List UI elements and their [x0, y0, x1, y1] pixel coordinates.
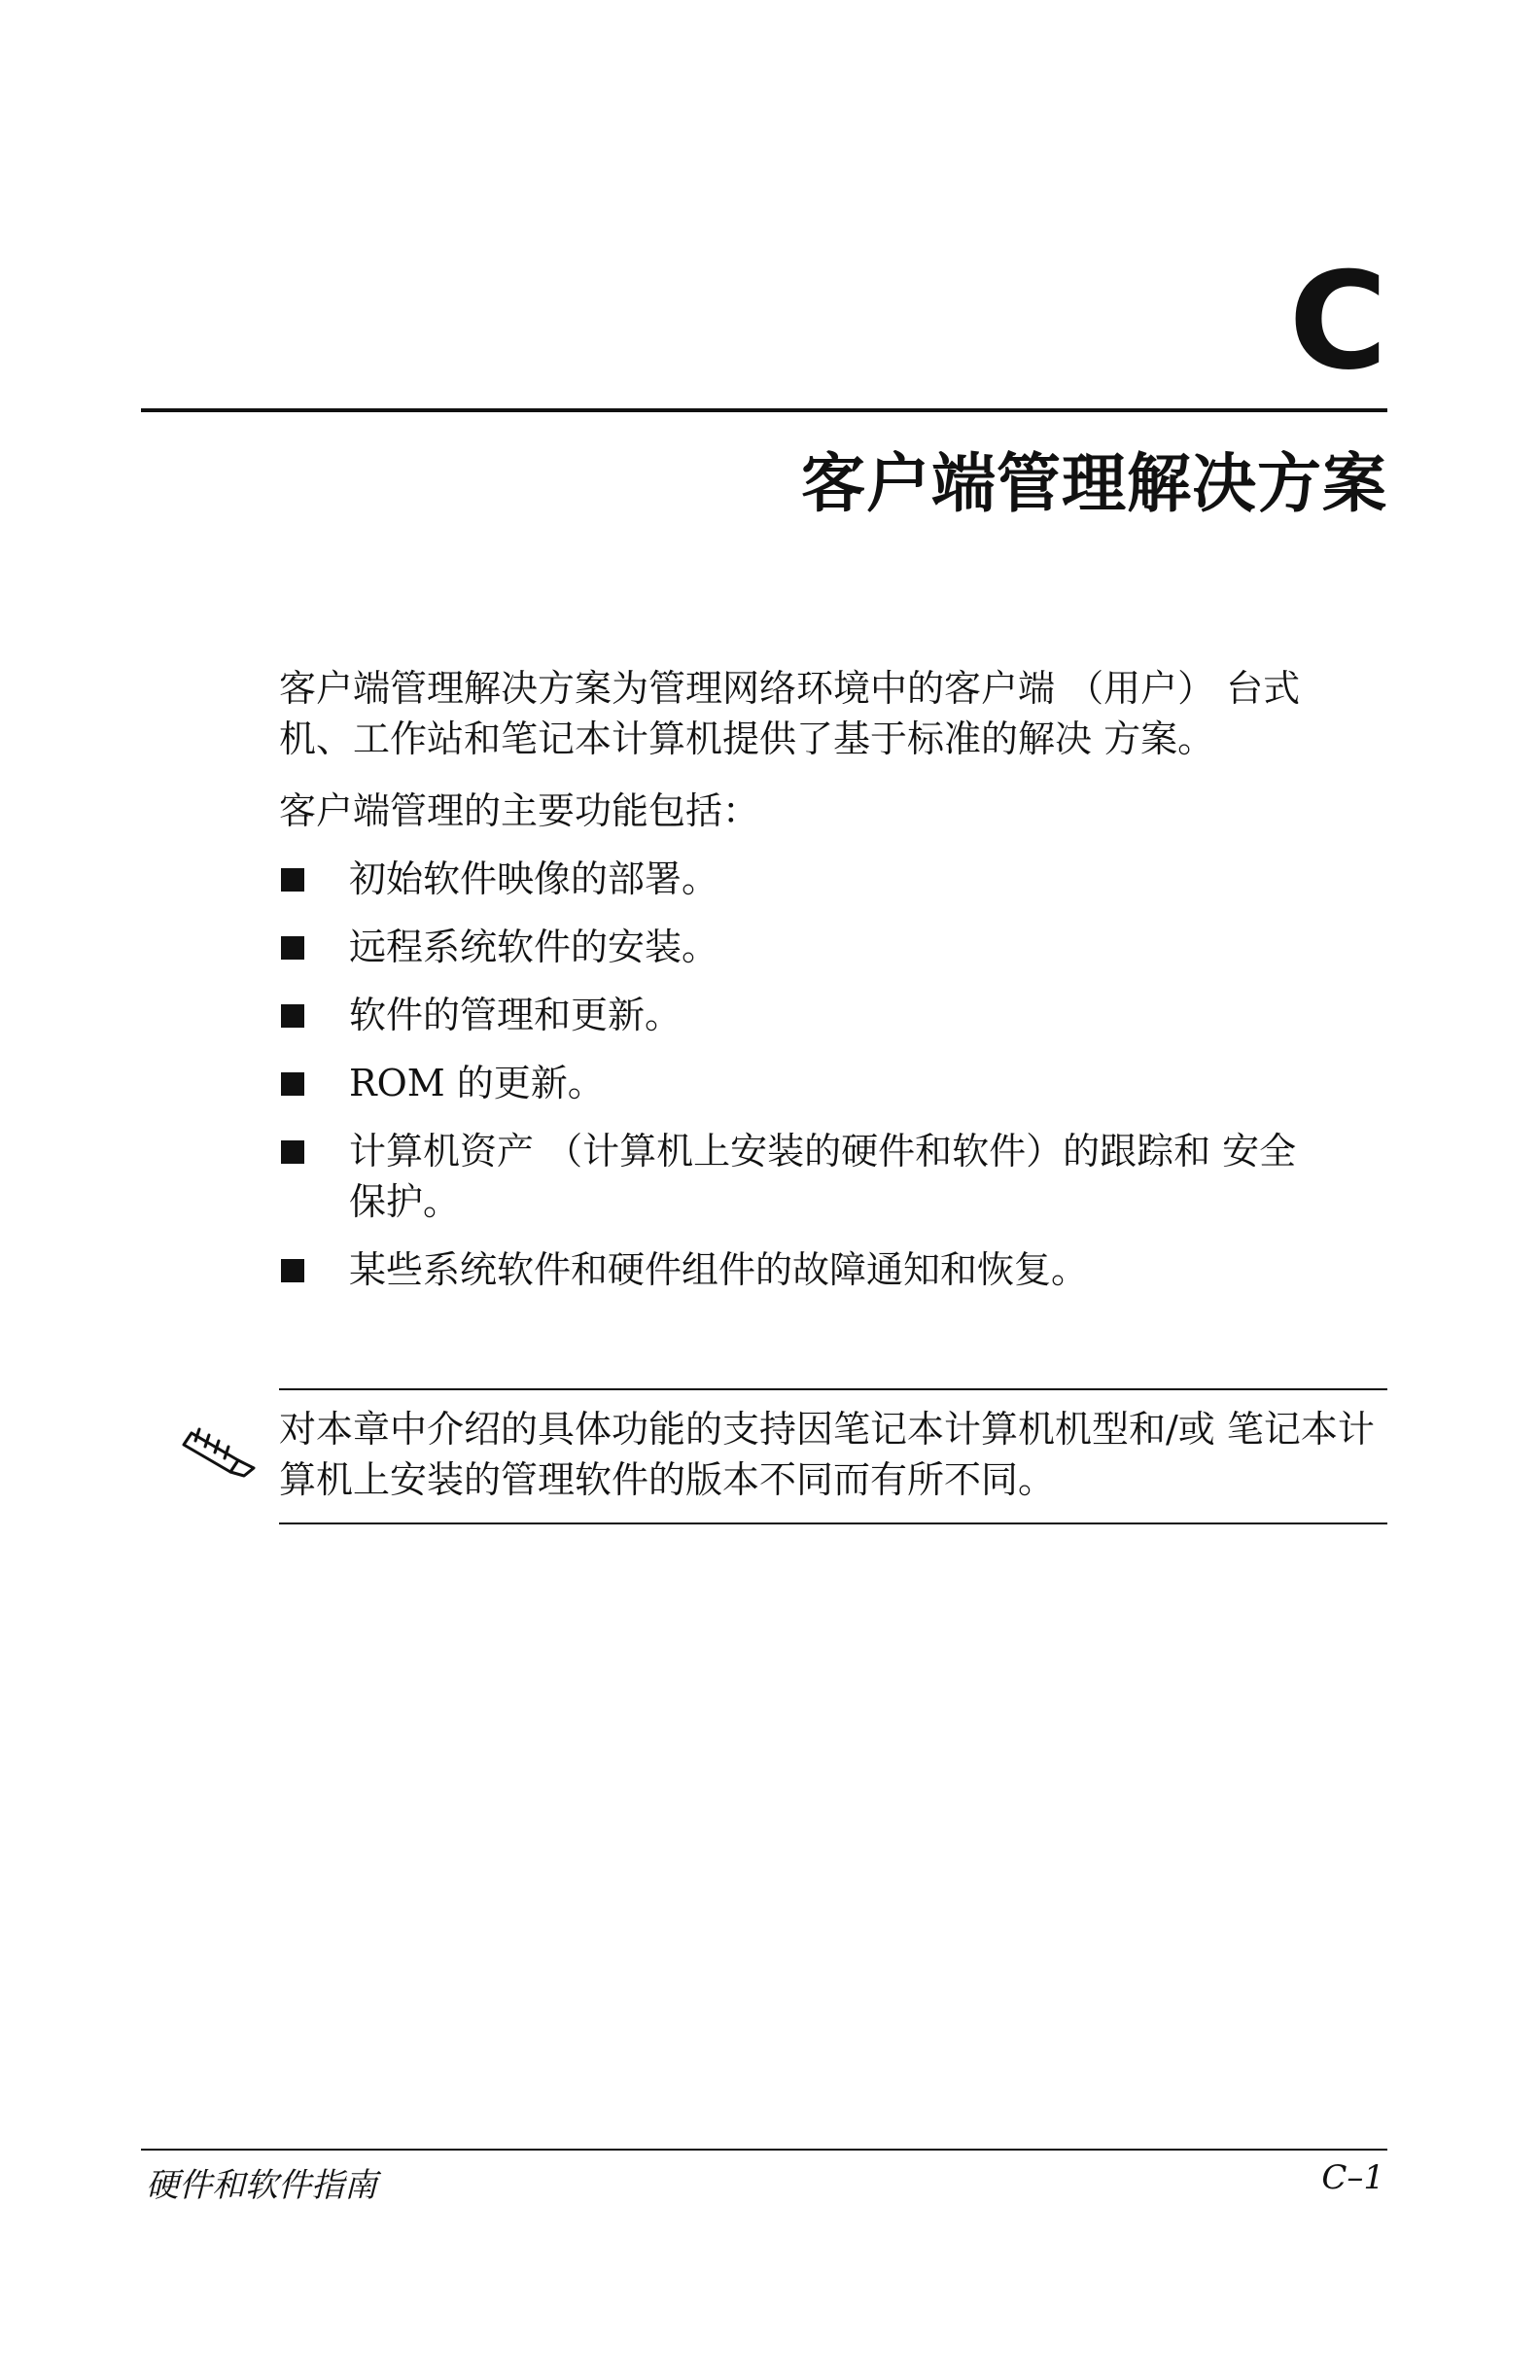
pencil-note-icon	[182, 1404, 260, 1482]
square-bullet-icon	[281, 1004, 304, 1028]
footer-book-title: 硬件和软件指南	[146, 2166, 377, 2205]
feature-item	[279, 1126, 1321, 1227]
square-bullet-icon	[281, 1259, 304, 1282]
feature-text: 软件的管理和更新。	[349, 994, 682, 1036]
note-text: 对本章中介绍的具体功能的支持因笔记本计算机机型和/或 笔记本计算机上安装的管理软件的版本不同而有所不同。	[279, 1408, 1375, 1501]
feature-item	[279, 922, 1321, 972]
feature-list	[279, 854, 1348, 1295]
feature-item	[279, 1058, 1321, 1108]
feature-text: ROM 的更新。	[349, 1062, 605, 1104]
feature-item	[279, 854, 1321, 904]
footer-page-number: C–1	[1321, 2158, 1384, 2197]
chapter-title: 客户端管理解决方案	[801, 446, 1387, 521]
chapter-letter: C	[1288, 243, 1387, 400]
square-bullet-icon	[281, 1140, 304, 1164]
feature-text: 远程系统软件的安装。	[349, 926, 719, 968]
title-rule	[141, 408, 1387, 412]
feature-text: 计算机资产 （计算机上安装的硬件和软件）的跟踪和 安全保护。	[349, 1130, 1297, 1223]
feature-item	[279, 1244, 1321, 1295]
square-bullet-icon	[281, 1072, 304, 1096]
features-lead: 客户端管理的主要功能包括：	[279, 789, 760, 832]
feature-text: 初始软件映像的部署。	[349, 858, 719, 900]
note-box	[279, 1388, 1387, 1524]
feature-item	[279, 990, 1321, 1040]
square-bullet-icon	[281, 868, 304, 892]
square-bullet-icon	[281, 936, 304, 960]
chapter-body	[279, 663, 1348, 1312]
feature-text: 某些系统软件和硬件组件的故障通知和恢复。	[349, 1248, 1089, 1291]
intro-paragraph: 客户端管理解决方案为管理网络环境中的客户端 （用户） 台式机、工作站和笔记本计算机提供了基于标准的解决 方案。	[279, 667, 1301, 760]
footer-rule	[141, 2149, 1387, 2151]
